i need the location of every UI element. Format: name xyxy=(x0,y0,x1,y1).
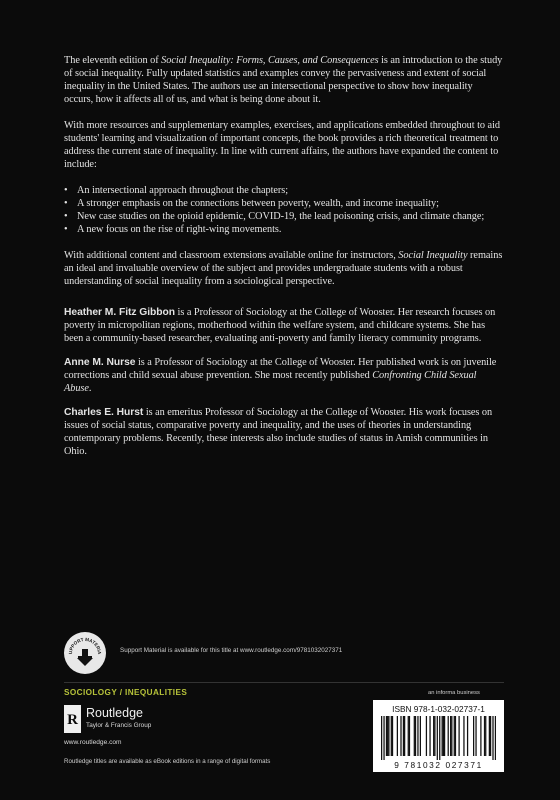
barcode-bar xyxy=(484,716,485,756)
support-material-section xyxy=(64,632,504,676)
barcode-digits: 9 781032 027371 xyxy=(394,760,483,770)
barcode-bar xyxy=(442,716,443,756)
barcode-bar xyxy=(489,716,490,756)
barcode-bar xyxy=(429,716,430,756)
barcode-bar xyxy=(454,716,455,756)
barcode-bar xyxy=(391,716,392,756)
barcode-bar xyxy=(381,716,382,760)
barcode-bar xyxy=(434,716,435,756)
barcode-bar xyxy=(444,716,445,756)
barcode-bar xyxy=(420,716,421,756)
barcode-bar xyxy=(448,716,449,756)
barcode-bar xyxy=(403,716,404,756)
support-material-icon xyxy=(64,632,106,674)
barcode-bar xyxy=(480,716,481,756)
barcode-bar xyxy=(458,716,459,756)
barcode-bar xyxy=(490,716,491,756)
barcode-bar xyxy=(397,716,398,756)
barcode-bar xyxy=(443,716,444,756)
barcode-bar xyxy=(414,716,415,756)
content-list xyxy=(64,184,504,236)
publisher-logo xyxy=(64,705,184,735)
ebook-footnote: Routledge titles are available as eBook editions in a range of digital formats xyxy=(64,758,271,765)
resources-paragraph: With more resources and supplementary examples, exercises, and applications embedded throughout to aid students' learning and visualization of important concepts, the book provides a rich theoretical treatment to address the current state of inequality. In line with current affairs, the authors have expanded the content to include: xyxy=(64,120,500,170)
list-item: • An intersectional approach throughout the chapters; xyxy=(64,184,504,197)
barcode-bar xyxy=(450,716,451,756)
barcode-bar xyxy=(383,716,384,760)
author-name: Heather M. Fitz Gibbon xyxy=(64,307,176,318)
barcode-bar xyxy=(387,716,388,756)
barcode-bar xyxy=(439,716,440,760)
author-bio: Anne M. Nurse is a Professor of Sociology at the College of Wooster. Her published work is on juvenile corrections and child sexual abuse prevention. She most recently published Confronting Child Sexual Abuse. xyxy=(64,357,497,394)
publisher-website: www.routledge.com xyxy=(64,739,122,746)
barcode-bar xyxy=(388,716,389,756)
support-material-note: Support Material is available for this title at www.routledge.com/9781032027371 xyxy=(120,647,343,654)
barcode-bar xyxy=(495,716,496,760)
list-item: • A new focus on the rise of right-wing movements. xyxy=(64,223,504,236)
barcode-bar xyxy=(392,716,393,756)
author-name: Anne M. Nurse xyxy=(64,357,136,368)
author-bio: Heather M. Fitz Gibbon is a Professor of Sociology at the College of Wooster. Her research focuses on poverty in micropolitan regions, motherhood within the welfare system, and childcare systems. She has been a community-based researcher, evaluating anti-poverty and family literacy community programs. xyxy=(64,307,496,344)
divider xyxy=(64,682,504,683)
list-item: • A stronger emphasis on the connections between poverty, wealth, and income inequality; xyxy=(64,197,504,210)
closing-paragraph: With additional content and classroom extensions available online for instructors, Social Inequality remains an ideal and invaluable overview of the subject and provides undergraduate students with a robust understanding of social inequality from a sociological perspective. xyxy=(64,250,503,287)
intro-paragraph: The eleventh edition of Social Inequality: Forms, Causes, and Consequences is an introduction to the study of social inequality. Fully updated statistics and examples convey the pervasiveness and extent of social inequality in the United States. The authors use an intersectional perspective to show how inequality occurs, how it affects all of us, and what is being done about it. xyxy=(64,55,503,105)
barcode-bar xyxy=(463,716,464,756)
svg-text:R: R xyxy=(67,712,78,728)
barcode-bar xyxy=(473,716,474,756)
barcode-bar xyxy=(451,716,452,756)
barcode-bar xyxy=(415,716,416,756)
author-name: Charles E. Hurst xyxy=(64,407,144,418)
barcode-bar xyxy=(433,716,434,756)
barcode-bar xyxy=(417,716,418,756)
barcode-bar xyxy=(475,716,476,756)
isbn-label: ISBN 978-1-032-02737-1 xyxy=(392,704,485,714)
barcode-bar xyxy=(408,716,409,756)
barcode-bar xyxy=(467,716,468,756)
barcode-bar xyxy=(485,716,486,756)
barcode-bar xyxy=(455,716,456,756)
subject-category: SOCIOLOGY / INEQUALITIES xyxy=(64,688,188,697)
barcode-bar xyxy=(426,716,427,756)
publisher-name: Routledge xyxy=(86,706,143,720)
barcode-bar xyxy=(404,716,405,756)
author-bio: Charles E. Hurst is an emeritus Professor of Sociology at the College of Wooster. His work focuses on issues of social status, comparative poverty and inequality, and the uses of theories in understanding contemporary problems. Recently, these interests also include studies of status in Amish communities in Ohio. xyxy=(64,407,493,457)
barcode-bar xyxy=(492,716,493,760)
routledge-mark-icon xyxy=(64,705,81,733)
barcode-bar xyxy=(386,716,387,756)
informa-tagline: an informa business xyxy=(428,690,480,696)
svg-text:SUPPORT MATERIAL: UPPORT MATERIA xyxy=(67,636,103,655)
barcode-bar xyxy=(409,716,410,756)
publisher-group: Taylor & Francis Group xyxy=(86,722,152,729)
barcode-bar xyxy=(400,716,401,756)
barcode-bars xyxy=(381,716,496,760)
list-item: • New case studies on the opioid epidemic, COVID-19, the lead poisoning crisis, and climate change; xyxy=(64,210,504,223)
author-bios xyxy=(64,306,504,458)
back-cover-blurb xyxy=(64,54,504,469)
isbn-barcode xyxy=(373,700,504,772)
barcode-bar xyxy=(437,716,438,760)
